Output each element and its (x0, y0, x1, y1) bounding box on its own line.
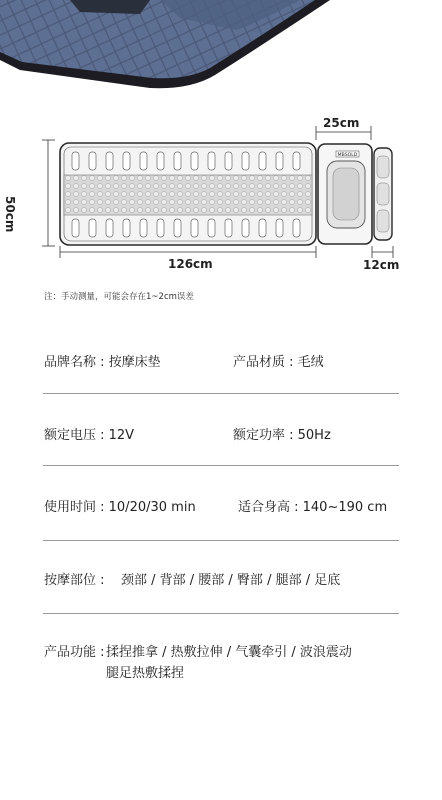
massager-head (70, 0, 150, 14)
spec-usage-time: 使用时间 : 10/20/30 min (44, 500, 196, 515)
spec-parts-value: 颈部 / 背部 / 腰部 / 臀部 / 腿部 / 足底 (121, 573, 341, 588)
product-photo (0, 0, 442, 95)
divider (43, 540, 399, 541)
spec-function-line2: 腿足热敷揉捏 (106, 666, 185, 681)
measurement-note: 注：手动测量，可能会存在1~2cm误差 (44, 292, 194, 302)
massage-band (64, 175, 312, 215)
spec-height-range: 适合身高 : 140~190 cm (238, 500, 388, 515)
divider (43, 465, 399, 466)
spec-voltage: 额定电压 : 12V (44, 428, 135, 443)
dim-pillow-depth: 12cm (363, 258, 400, 272)
dim-height: 50cm (3, 196, 17, 233)
dim-head-width: 25cm (323, 116, 360, 130)
spec-function-line1: 揉捏推拿 / 热敷拉伸 / 气囊牵引 / 波浪震动 (106, 645, 352, 660)
divider (43, 613, 399, 614)
dim-main-width: 126cm (168, 257, 213, 271)
brand-mark: MBSOLD (337, 153, 358, 158)
divider (43, 393, 399, 394)
spec-brand: 品牌名称 : 按摩床垫 (44, 355, 161, 370)
spec-parts-label: 按摩部位 : (44, 573, 105, 588)
dimension-diagram (0, 110, 442, 280)
spec-material: 产品材质 : 毛绒 (233, 355, 324, 370)
spec-function-label: 产品功能 : (44, 645, 105, 660)
spec-power: 额定功率 : 50Hz (233, 428, 331, 443)
